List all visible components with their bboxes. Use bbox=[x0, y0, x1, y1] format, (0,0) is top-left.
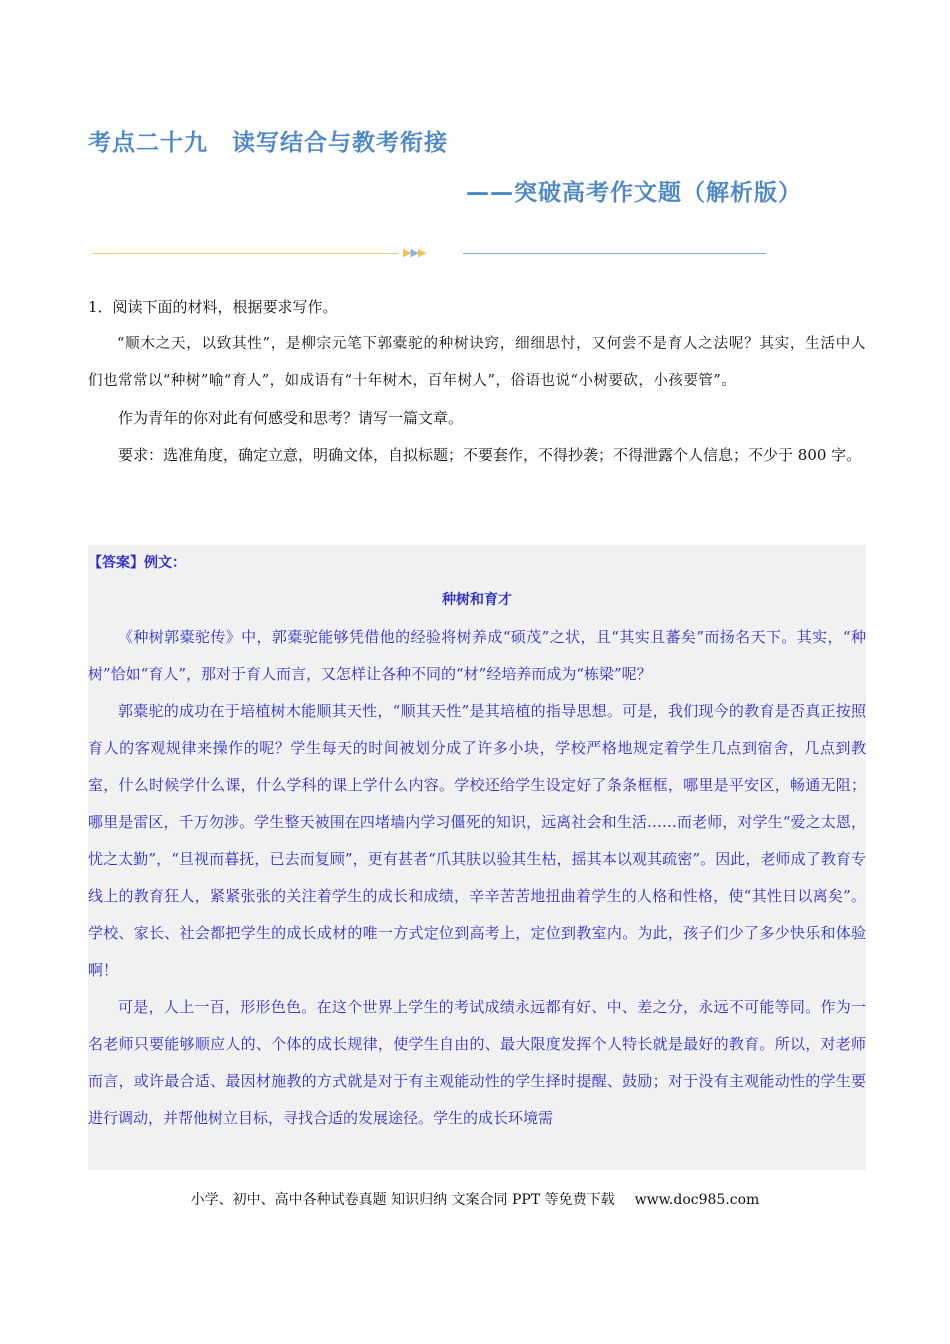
page-footer bbox=[0, 1189, 950, 1209]
question-prompt: 作为青年的你对此有何感受和思考？请写一篇文章。 bbox=[118, 409, 464, 427]
divider-line-left bbox=[92, 253, 398, 254]
divider-arrows-icon: ▶▶▶ bbox=[403, 246, 426, 259]
answer-header bbox=[88, 545, 866, 582]
essay-paragraph: 可是，人上一百，形形色色。在这个世界上学生的考试成绩永远都有好、中、差之分，永远不可能等同。作为一名老师只要能够顺应人的、个体的成长规律，使学生自由的、最大限度发挥个人特长就是最好的教育。所以，对老师而言，或许最合适、最因材施教的方式就是对于有主观能动性的学生择时提醒、鼓励；对于没有主观能动性的学生要进行调动，并帮他树立目标，寻找合适的发展途径。学生的成长环境需 bbox=[88, 998, 866, 1127]
page-title: 考点二十九 读写结合与教考衔接 bbox=[88, 130, 448, 156]
decorative-divider bbox=[92, 246, 766, 260]
question-material: “顺木之天，以致其性”，是柳宗元笔下郭橐驼的种树诀窍，细细思忖，又何尝不是育人之法呢？其实，生活中人们也常常以“种树”喻“育人”，如成语有“十年树木，百年树人”，俗语也说“小树要砍，小孩要管”。 bbox=[88, 336, 866, 389]
answer-label: 【答案】 bbox=[88, 555, 144, 571]
question-number-line: 1．阅读下面的材料，根据要求写作。 bbox=[88, 298, 338, 316]
page-subtitle: ——突破高考作文题（解析版） bbox=[466, 180, 802, 206]
footer-link[interactable]: www.doc985.com bbox=[634, 1192, 760, 1208]
question-requirements: 要求：选准角度，确定立意，明确文体，自拟标题；不要套作，不得抄袭；不得泄露个人信息；不少于 800 字。 bbox=[118, 446, 862, 464]
essay-title: 种树和育才 bbox=[442, 592, 512, 608]
divider-line-right bbox=[463, 253, 766, 254]
example-label: 例文： bbox=[144, 555, 186, 571]
answer-block bbox=[88, 545, 866, 1170]
essay-paragraph: 郭橐驼的成功在于培植树木能顺其天性，“顺其天性”是其培植的指导思想。可是，我们现今的教育是否真正按照育人的客观规律来操作的呢？学生每天的时间被划分成了许多小块，学校严格地规定着学生几点到宿舍，几点到教室，什么时候学什么课，什么学科的课上学什么内容。学校还给学生设定好了条条框框，哪里是平安区，畅通无阻；哪里是雷区，千万勿涉。学生整天被围在四堵墙内学习僵死的知识，远离社会和生活……而老师，对学生“爱之太恩，忧之太勤”，“旦视而暮抚，已去而复顾”，更有甚者“爪其肤以验其生枯，摇其本以观其疏密”。因此，老师成了教育专线上的教育狂人，紧紧张张的关注着学生的成长和成绩，辛辛苦苦地扭曲着学生的人格和性格，使“其性日以离矣”。学校、家长、社会都把学生的成长成材的唯一方式定位到高考上，定位到教室内。为此，孩子们少了多少快乐和体验啊！ bbox=[88, 702, 866, 979]
question-block bbox=[88, 289, 866, 474]
footer-text: 小学、初中、高中各种试卷真题 知识归纳 文案合同 PPT 等免费下载 bbox=[190, 1192, 615, 1208]
essay-paragraph: 《种树郭橐驼传》中，郭橐驼能够凭借他的经验将树养成“硕茂”之状，且“其实且蕃矣”而扬名天下。其实，“种树”恰如“育人”，那对于育人而言，又怎样让各种不同的“材”经培养而成为“栋梁”呢？ bbox=[88, 628, 866, 683]
